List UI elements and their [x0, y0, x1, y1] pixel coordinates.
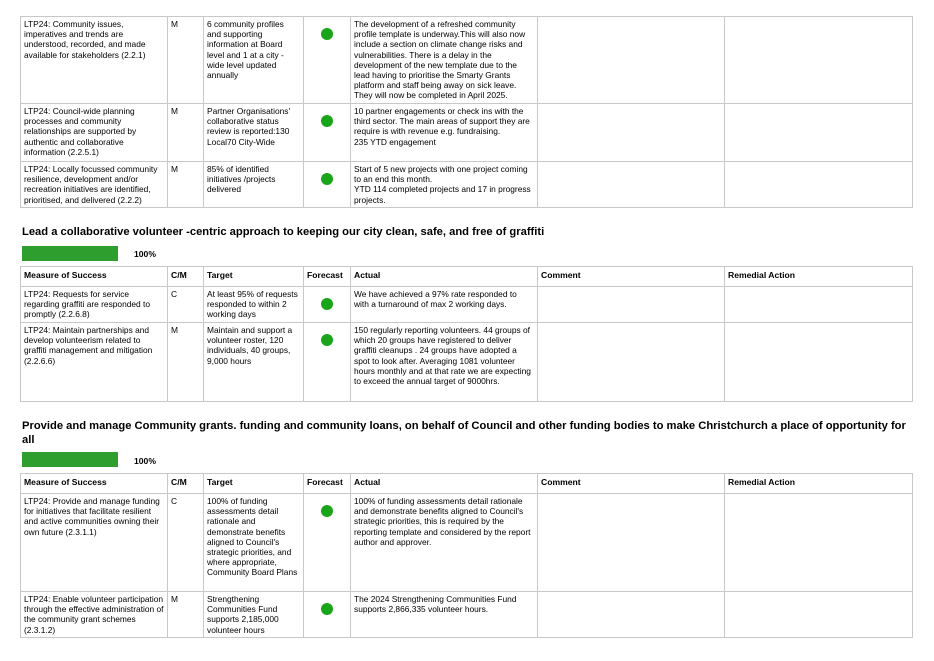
forecast-green-status-icon	[321, 173, 333, 185]
forecast-green-status-icon	[321, 603, 333, 615]
forecast-cell	[304, 104, 351, 162]
target-cell: Partner Organisations' collaborative status review is reported:130 Local70 City-Wide	[204, 104, 304, 162]
section-title-graffiti: Lead a collaborative volunteer -centric approach to keeping our city clean, safe, and free of graffiti	[22, 226, 545, 238]
table-header-row	[21, 474, 913, 494]
remedial-cell	[725, 17, 913, 104]
remedial-cell	[725, 323, 913, 402]
remedial-cell	[725, 162, 913, 208]
comment-cell	[538, 17, 725, 104]
progress-bar-graffiti	[22, 246, 118, 261]
measure-cell: LTP24: Community issues, imperatives and trends are understood, recorded, and made available for stakeholders (2.2.1)	[21, 17, 168, 104]
target-cell: 85% of identified initiatives /projects delivered	[204, 162, 304, 208]
section-title-community-grants: Provide and manage Community grants. funding and community loans, on behalf of Council and other funding bodies to make Christchurch a place of opportunity for all	[22, 420, 906, 446]
actual-cell: 150 regularly reporting volunteers. 44 groups of which 20 groups have registered to deliver graffiti cleanups . 24 groups have adopted a spot to look after. Averaging 1081 volunteer hours monthly and at that rate we are expecting to exceed the annual target of 9000hrs.	[351, 323, 538, 402]
forecast-green-status-icon	[321, 115, 333, 127]
progress-label-community-grants: 100%	[134, 456, 156, 466]
forecast-green-status-icon	[321, 28, 333, 40]
remedial-cell	[725, 494, 913, 592]
target-cell: At least 95% of requests responded to within 2 working days	[204, 287, 304, 323]
actual-cell: 10 partner engagements or check ins with the third sector. The main areas of support they are require is with revenue e.g. fundraising. 235 YTD engagement	[351, 104, 538, 162]
header-comment: Comment	[538, 267, 725, 287]
remedial-cell	[725, 287, 913, 323]
remedial-cell	[725, 592, 913, 638]
comment-cell	[538, 592, 725, 638]
table-row	[21, 104, 913, 162]
table-row	[21, 323, 913, 402]
progress-bar-community-grants	[22, 452, 118, 467]
table-header-row	[21, 267, 913, 287]
actual-cell: We have achieved a 97% rate responded to with a turnaround of max 2 working days.	[351, 287, 538, 323]
header-measure: Measure of Success	[21, 474, 168, 494]
header-remedial: Remedial Action	[725, 474, 913, 494]
header-target: Target	[204, 474, 304, 494]
actual-cell: Start of 5 new projects with one project coming to an end this month. YTD 114 completed projects and 17 in progress projects.	[351, 162, 538, 208]
table-row	[21, 592, 913, 638]
measure-cell: LTP24: Locally focussed community resilience, development and/or recreation initiatives are identified, prioritised, and delivered (2.2.2)	[21, 162, 168, 208]
progress-label-graffiti: 100%	[134, 249, 156, 259]
cm-cell: C	[168, 287, 204, 323]
cm-cell: M	[168, 323, 204, 402]
comment-cell	[538, 104, 725, 162]
measure-cell: LTP24: Maintain partnerships and develop volunteerism related to graffiti management and mitigation (2.2.6.6)	[21, 323, 168, 402]
cm-cell: M	[168, 592, 204, 638]
header-remedial: Remedial Action	[725, 267, 913, 287]
forecast-green-status-icon	[321, 334, 333, 346]
actual-cell: The development of a refreshed community profile template is underway.This will also now include a section on climate change risks and vulnerabilities. There is a delay in the development of the new template due to the lead having to prioritise the Smarty Grants platform and staff being away on sick leave. They will now be completed in April 2025.	[351, 17, 538, 104]
measure-cell: LTP24: Enable volunteer participation through the effective administration of the community grant schemes (2.3.1.2)	[21, 592, 168, 638]
measure-cell: LTP24: Council-wide planning processes and community relationships are supported by authentic and collaborative information (2.2.5.1)	[21, 104, 168, 162]
comment-cell	[538, 162, 725, 208]
header-target: Target	[204, 267, 304, 287]
forecast-green-status-icon	[321, 298, 333, 310]
forecast-cell	[304, 287, 351, 323]
forecast-cell	[304, 162, 351, 208]
header-cm: C/M	[168, 267, 204, 287]
header-comment: Comment	[538, 474, 725, 494]
target-cell: 100% of funding assessments detail rationale and demonstrate benefits aligned to Council's strategic priorities, and where appropriate, Community Board Plans	[204, 494, 304, 592]
cm-cell: M	[168, 17, 204, 104]
comment-cell	[538, 494, 725, 592]
remedial-cell	[725, 104, 913, 162]
comment-cell	[538, 287, 725, 323]
target-cell: Strengthening Communities Fund supports 2,185,000 volunteer hours	[204, 592, 304, 638]
cm-cell: M	[168, 162, 204, 208]
header-forecast: Forecast	[304, 474, 351, 494]
forecast-cell	[304, 323, 351, 402]
cm-cell: C	[168, 494, 204, 592]
header-forecast: Forecast	[304, 267, 351, 287]
comment-cell	[538, 323, 725, 402]
table-row	[21, 494, 913, 592]
forecast-cell	[304, 17, 351, 104]
cm-cell: M	[168, 104, 204, 162]
measures-table-graffiti	[20, 266, 913, 402]
target-cell: Maintain and support a volunteer roster, 120 individuals, 40 groups, 9,000 hours	[204, 323, 304, 402]
table-row	[21, 162, 913, 208]
actual-cell: The 2024 Strengthening Communities Fund supports 2,866,335 volunteer hours.	[351, 592, 538, 638]
header-actual: Actual	[351, 474, 538, 494]
forecast-cell	[304, 494, 351, 592]
header-cm: C/M	[168, 474, 204, 494]
measure-cell: LTP24: Provide and manage funding for initiatives that facilitate resilient and active communities owning their own future (2.3.1.1)	[21, 494, 168, 592]
table-row	[21, 287, 913, 323]
header-actual: Actual	[351, 267, 538, 287]
forecast-cell	[304, 592, 351, 638]
table-row	[21, 17, 913, 104]
measures-table-community-profiles	[20, 16, 913, 208]
measures-table-community-grants	[20, 473, 913, 638]
header-measure: Measure of Success	[21, 267, 168, 287]
target-cell: 6 community profiles and supporting information at Board level and 1 at a city - wide level updated annually	[204, 17, 304, 104]
actual-cell: 100% of funding assessments detail rationale and demonstrate benefits aligned to Council's strategic priorities, this is required by the reporting template and considered by the report author and approver.	[351, 494, 538, 592]
measure-cell: LTP24: Requests for service regarding graffiti are responded to promptly (2.2.6.8)	[21, 287, 168, 323]
forecast-green-status-icon	[321, 505, 333, 517]
